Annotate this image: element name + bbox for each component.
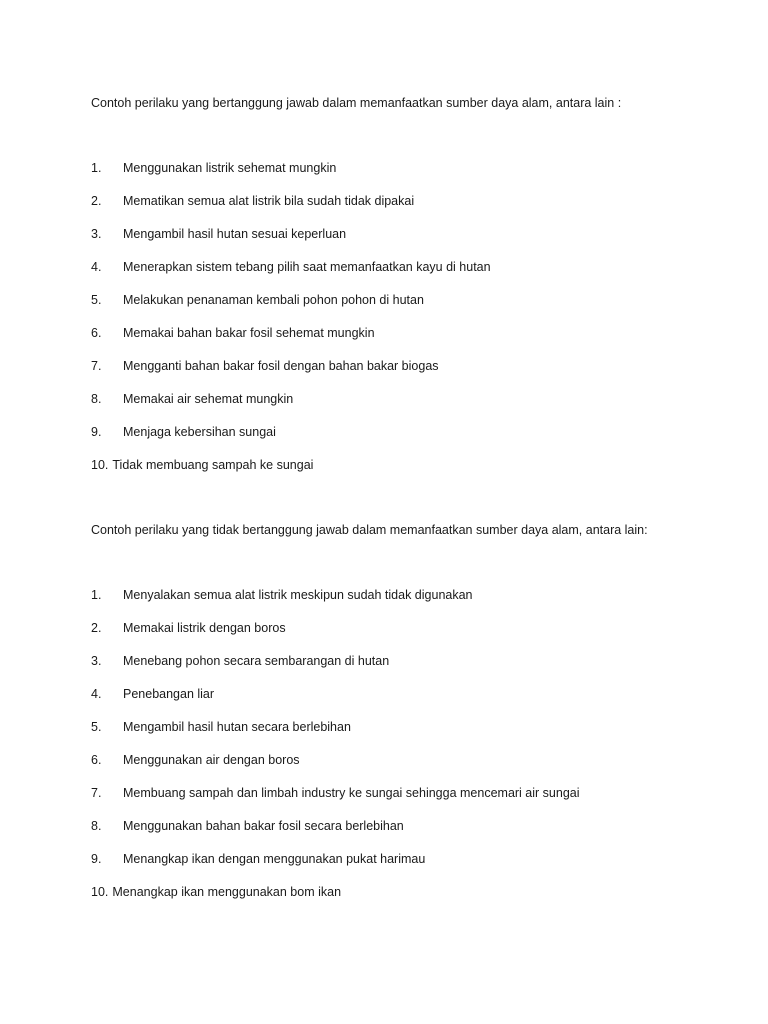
item-text: Mengambil hasil hutan sesuai keperluan [123, 227, 347, 241]
item-text: Menyalakan semua alat listrik meskipun sudah tidak digunakan [123, 588, 473, 602]
item-number: 6. [91, 326, 102, 340]
list-item [91, 785, 731, 818]
item-number: 10. [91, 885, 109, 899]
item-number: 9. [91, 425, 102, 439]
item-text: Memakai air sehemat mungkin [123, 392, 294, 406]
irresponsible-behavior-list [91, 587, 731, 917]
item-number: 4. [91, 687, 102, 701]
item-text: Menjaga kebersihan sungai [123, 425, 276, 439]
item-text: Menggunakan air dengan boros [123, 753, 300, 767]
list-item [91, 620, 731, 653]
list-item [91, 424, 731, 457]
item-number: 1. [91, 161, 102, 175]
section-heading: Contoh perilaku yang tidak bertanggung jawab dalam memanfaatkan sumber daya alam, antara lain: [91, 523, 648, 537]
section-heading: Contoh perilaku yang bertanggung jawab dalam memanfaatkan sumber daya alam, antara lain : [91, 96, 622, 110]
item-text: Mengganti bahan bakar fosil dengan bahan bakar biogas [123, 359, 439, 373]
item-text: Menebang pohon secara sembarangan di hutan [123, 654, 390, 668]
list-item [91, 719, 731, 752]
item-text: Penebangan liar [123, 687, 215, 701]
item-text: Menggunakan listrik sehemat mungkin [123, 161, 337, 175]
item-number: 7. [91, 786, 102, 800]
item-text: Mematikan semua alat listrik bila sudah tidak dipakai [123, 194, 415, 208]
item-number: 5. [91, 293, 102, 307]
list-item [91, 193, 731, 226]
item-text: Membuang sampah dan limbah industry ke sungai sehingga mencemari air sungai [123, 786, 580, 800]
list-item [91, 884, 731, 917]
item-text: Melakukan penanaman kembali pohon pohon di hutan [123, 293, 424, 307]
item-text: Tidak membuang sampah ke sungai [112, 458, 314, 472]
list-item [91, 653, 731, 686]
item-number: 8. [91, 819, 102, 833]
list-item [91, 818, 731, 851]
responsible-behavior-section [91, 95, 731, 490]
item-number: 9. [91, 852, 102, 866]
list-item [91, 292, 731, 325]
item-number: 2. [91, 194, 102, 208]
item-number: 10. [91, 458, 109, 472]
item-text: Mengambil hasil hutan secara berlebihan [123, 720, 351, 734]
item-number: 3. [91, 654, 102, 668]
item-text: Menggunakan bahan bakar fosil secara berlebihan [123, 819, 404, 833]
item-text: Menerapkan sistem tebang pilih saat memanfaatkan kayu di hutan [123, 260, 491, 274]
list-item [91, 391, 731, 424]
item-number: 6. [91, 753, 102, 767]
item-number: 2. [91, 621, 102, 635]
responsible-behavior-list [91, 160, 731, 490]
item-number: 7. [91, 359, 102, 373]
list-item [91, 358, 731, 391]
list-item [91, 587, 731, 620]
item-number: 1. [91, 588, 102, 602]
list-item [91, 226, 731, 259]
irresponsible-behavior-section [91, 522, 731, 917]
item-text: Menangkap ikan dengan menggunakan pukat harimau [123, 852, 426, 866]
item-number: 5. [91, 720, 102, 734]
item-number: 8. [91, 392, 102, 406]
list-item [91, 686, 731, 719]
list-item [91, 752, 731, 785]
item-text: Menangkap ikan menggunakan bom ikan [112, 885, 342, 899]
item-number: 4. [91, 260, 102, 274]
list-item [91, 457, 731, 490]
list-item [91, 259, 731, 292]
item-text: Memakai listrik dengan boros [123, 621, 286, 635]
list-item [91, 325, 731, 358]
item-number: 3. [91, 227, 102, 241]
list-item [91, 851, 731, 884]
list-item [91, 160, 731, 193]
item-text: Memakai bahan bakar fosil sehemat mungkin [123, 326, 375, 340]
